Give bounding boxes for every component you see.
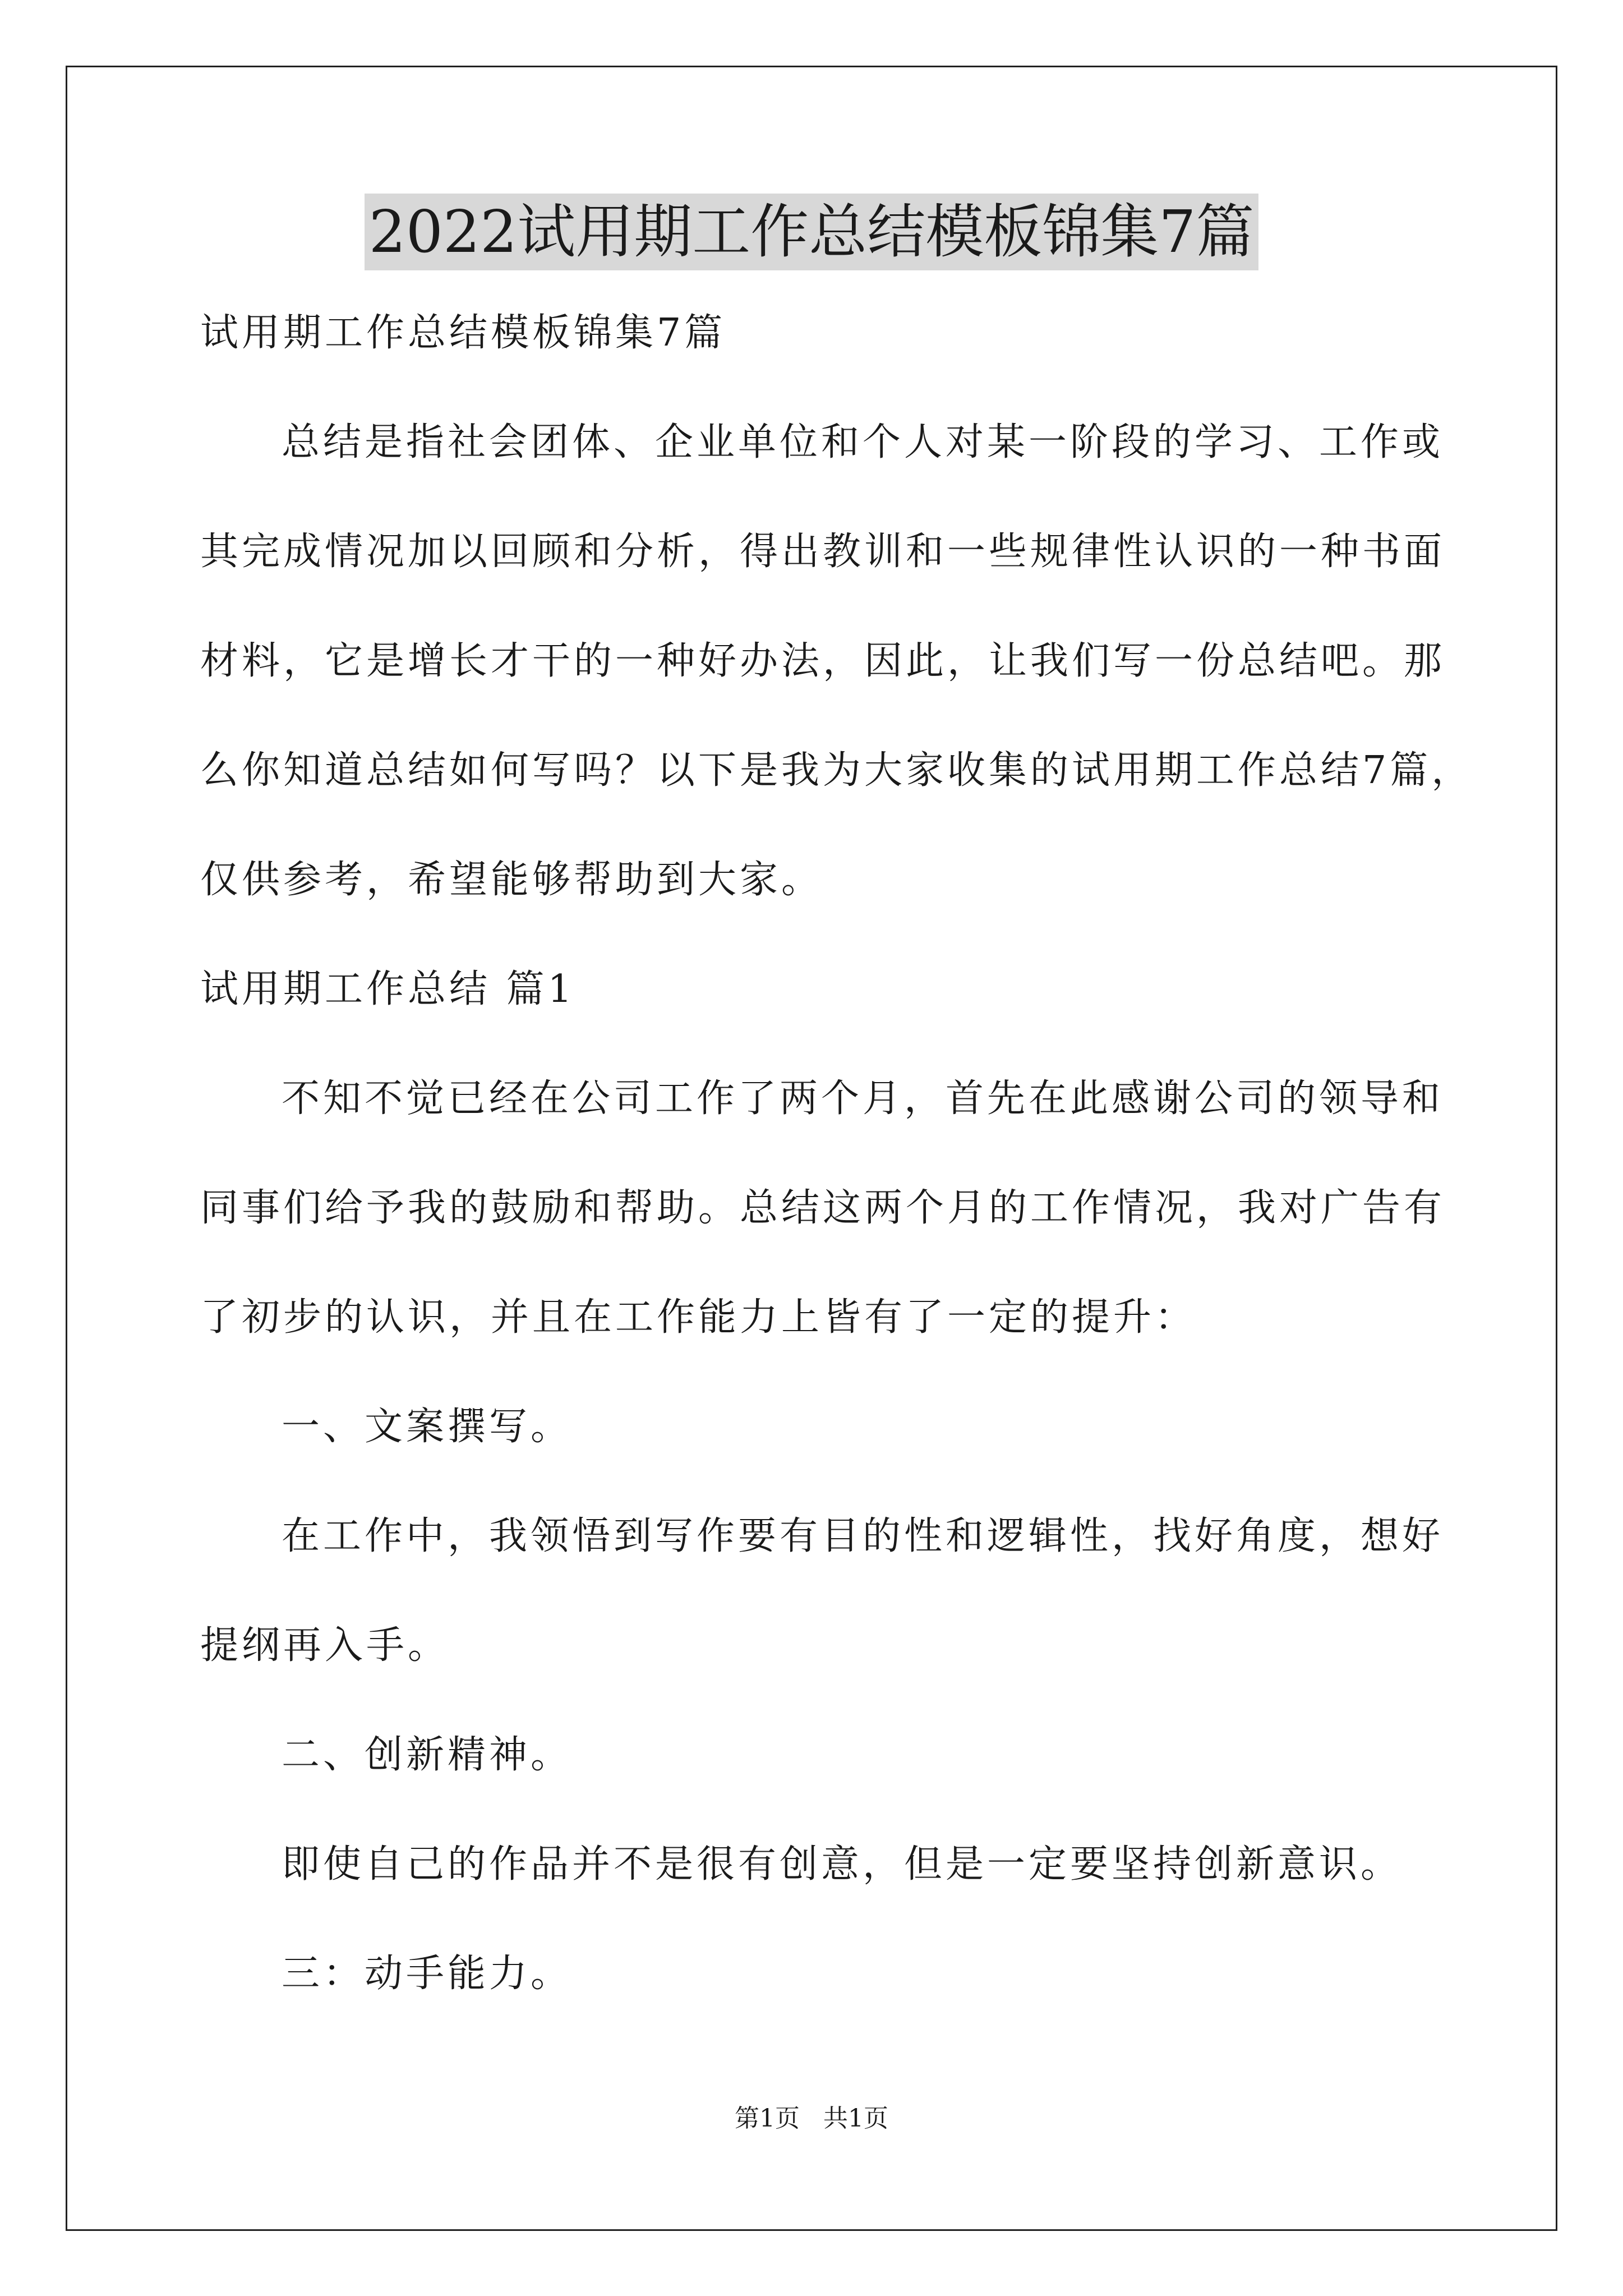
subheading: 一、文案撰写。 — [282, 1405, 573, 1449]
subheading: 二、创新精神。 — [282, 1733, 573, 1777]
body-line: 总结是指社会团体、企业单位和个人对某一阶段的学习、工作或 — [282, 420, 1444, 464]
title-container — [0, 194, 1623, 270]
body-line: 即使自己的作品并不是很有创意，但是一定要坚持创新意识。 — [282, 1842, 1403, 1887]
body-line: 不知不觉已经在公司工作了两个月，首先在此感谢公司的领导和 — [282, 1076, 1444, 1121]
page-border — [66, 66, 1557, 2231]
body-line: 同事们给予我的鼓励和帮助。总结这两个月的工作情况，我对广告有 — [200, 1186, 1446, 1230]
page-footer: 第1页 共1页 — [735, 2104, 888, 2133]
section-heading: 试用期工作总结 篇1 — [200, 967, 575, 1011]
body-line: 了初步的认识，并且在工作能力上皆有了一定的提升： — [200, 1295, 1197, 1340]
body-line: 在工作中，我领悟到写作要有目的性和逻辑性，找好角度，想好 — [282, 1514, 1444, 1558]
body-line: 仅供参考，希望能够帮助到大家。 — [200, 858, 823, 902]
document-title: 2022试用期工作总结模板锦集7篇 — [365, 194, 1259, 270]
body-line: 提纲再入手。 — [200, 1623, 450, 1668]
body-line: 么你知道总结如何写吗？以下是我为大家收集的试用期工作总结7篇， — [200, 748, 1473, 793]
body-line: 其完成情况加以回顾和分析，得出教训和一些规律性认识的一种书面 — [200, 530, 1446, 574]
body-line: 试用期工作总结模板锦集7篇 — [200, 311, 726, 355]
body-line: 材料，它是增长才干的一种好办法，因此，让我们写一份总结吧。那 — [200, 639, 1446, 683]
subheading: 三：动手能力。 — [282, 1952, 573, 1996]
